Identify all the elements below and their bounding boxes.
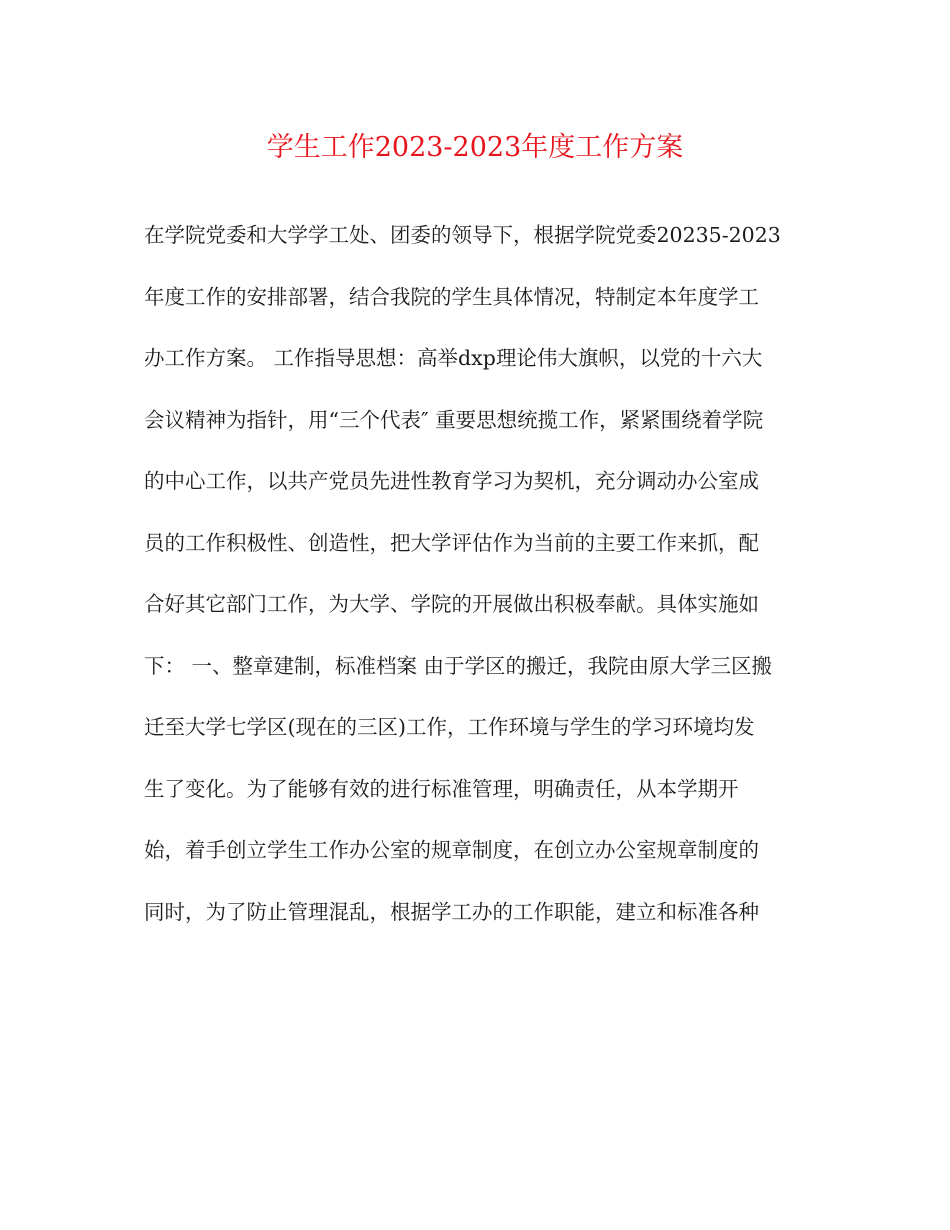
body-line: 生了变化。为了能够有效的进行标准管理，明确责任，从本学期开 (144, 776, 739, 801)
body-line: 始，着手创立学生工作办公室的规章制度，在创立办公室规章制度的 (144, 838, 759, 862)
document-body (144, 215, 814, 953)
body-line: 下： 一、整章建制，标准档案 由于学区的搬迁，我院由原大学三区搬 (144, 653, 773, 678)
body-line: 同时，为了防止管理混乱，根据学工办的工作职能，建立和标准各种 (144, 899, 759, 924)
body-line: 的中心工作，以共产党员先进性教育学习为契机，充分调动办公室成 (144, 469, 759, 493)
body-line: 办工作方案。 工作指导思想：高举dxp理论伟大旗帜，以党的十六大 (144, 346, 763, 370)
body-line: 迁至大学七学区(现在的三区)工作，工作环境与学生的学习环境均发 (144, 715, 755, 739)
document-title: 学生工作2023-2023年度工作方案 (266, 132, 684, 163)
body-line: 员的工作积极性、创造性，把大学评估作为当前的主要工作来抓，配 (144, 530, 759, 555)
body-line: 合好其它部门工作，为大学、学院的开展做出积极奉献。具体实施如 (144, 592, 759, 616)
body-line: 会议精神为指针，用“三个代表″ 重要思想统揽工作，紧紧围绕着学院 (144, 407, 764, 432)
body-line: 年度工作的安排部署，结合我院的学生具体情况，特制定本年度学工 (144, 284, 759, 309)
body-line: 在学院党委和大学学工处、团委的领导下，根据学院党委20235-2023 (144, 223, 781, 247)
